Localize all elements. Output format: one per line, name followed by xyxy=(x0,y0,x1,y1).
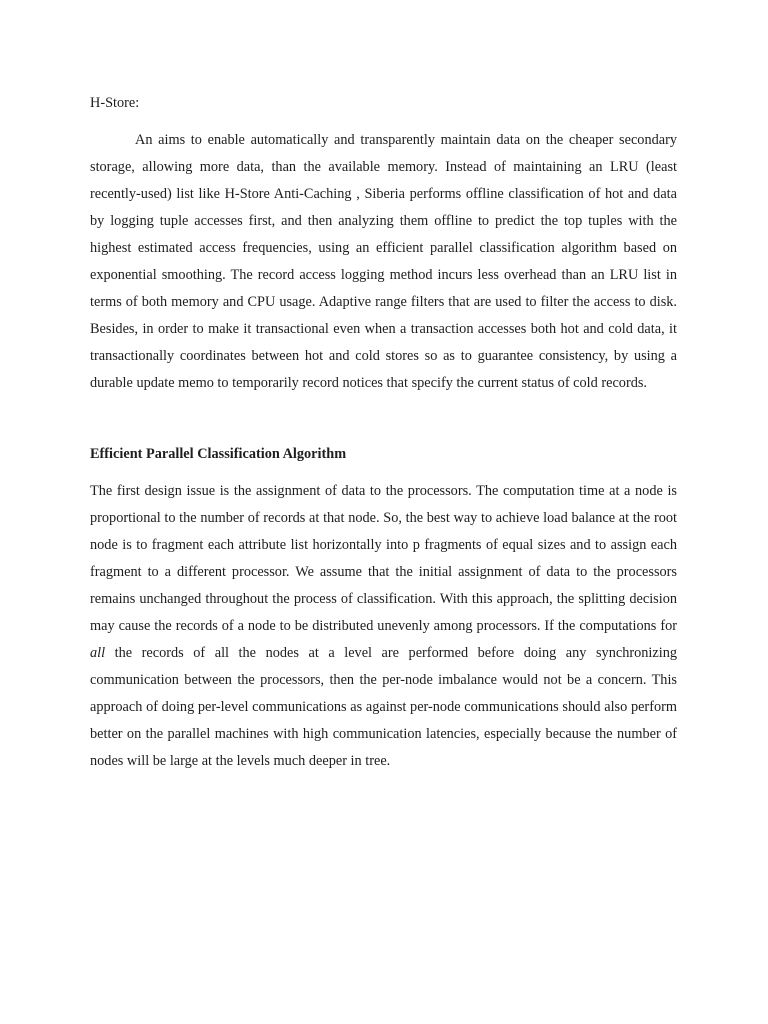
document-page xyxy=(90,92,677,775)
paragraph-text-part2: the records of all the nodes at a level are performed before doing any synchronizing communication between the processors, then the per-node imbalance would not be a concern. This approach of doing per-level communications as against per-node communications should also perform better on the parallel machines with high communication latencies, especially because the number of nodes will be large at the levels much deeper in tree. xyxy=(90,645,677,769)
section-title-h-store: H-Store: xyxy=(90,95,140,111)
paragraph-classification xyxy=(90,478,677,775)
section-heading-classification: Efficient Parallel Classification Algorithm xyxy=(90,446,347,462)
paragraph-emphasis-all: all xyxy=(90,645,106,661)
paragraph-h-store: An aims to enable automatically and transparently maintain data on the cheaper secondary storage, allowing more data, than the available memory. Instead of maintaining an LRU (least recently-used) list like H-Store Anti-Caching , Siberia performs offline classification of hot and data by logging tuple accesses first, and then analyzing them offline to predict the top tuples with the highest estimated access frequencies, using an efficient parallel classification algorithm based on exponential smoothing. The record access logging method incurs less overhead than an LRU list in terms of both memory and CPU usage. Adaptive range filters that are used to filter the access to disk. Besides, in order to make it transactional even when a transaction accesses both hot and cold data, it transactionally coordinates between hot and cold stores so as to guarantee consistency, by using a durable update memo to temporarily record notices that specify the current status of cold records. xyxy=(90,132,677,391)
paragraph-text-part1: The first design issue is the assignment of data to the processors. The computation time at a node is proportional to the number of records at that node. So, the best way to achieve load balance at the root node is to fragment each attribute list horizontally into p fragments of equal sizes and to assign each fragment to a different processor. We assume that the initial assignment of data to the processors remains unchanged throughout the process of classification. With this approach, the splitting decision may cause the records of a node to be distributed unevenly among processors. If the computations for xyxy=(90,483,677,634)
